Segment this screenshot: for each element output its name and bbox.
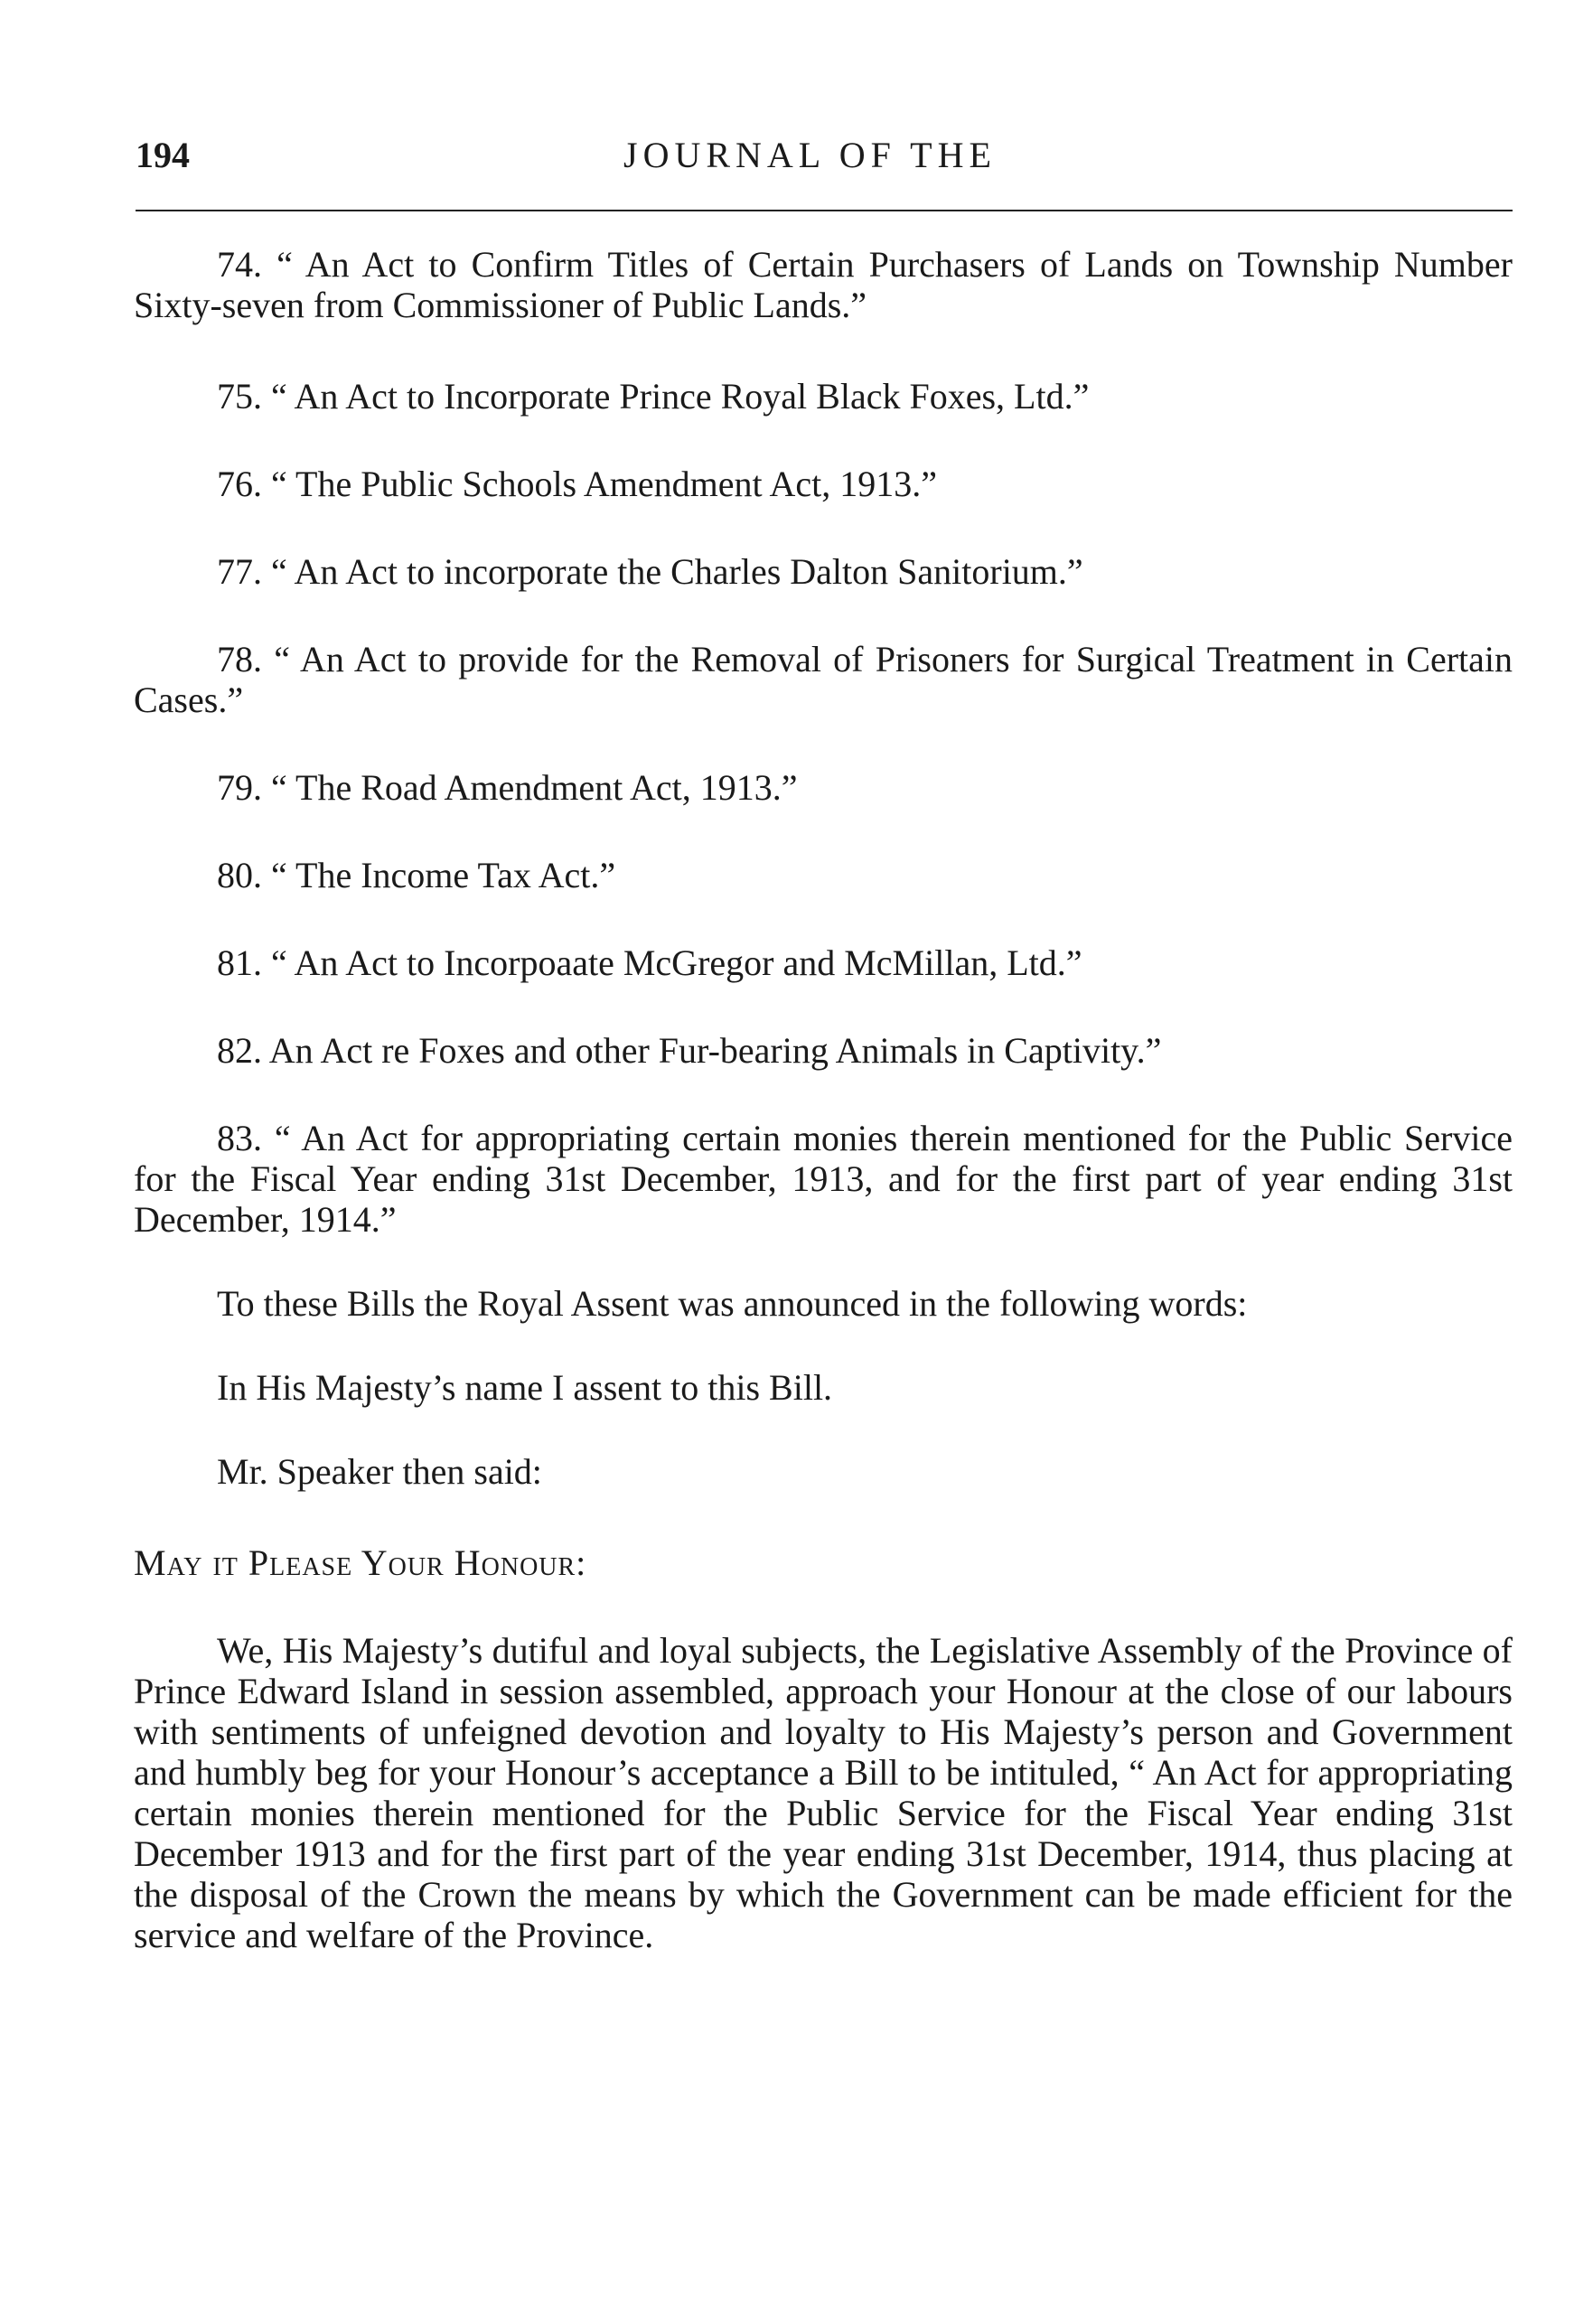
- page-header: [136, 134, 1509, 188]
- header-rule: [136, 210, 1513, 211]
- bill-entry-78: 78. “ An Act to provide for the Removal of Prisoners for Surgical Treatment in Certain Cases.”: [134, 639, 1513, 720]
- bill-entry-74: 74. “ An Act to Confirm Titles of Certain Purchasers of Lands on Township Number Sixty-seven from Commissioner of Public Lands.”: [134, 244, 1513, 325]
- bill-entry-79: 79. “ The Road Amendment Act, 1913.”: [217, 767, 798, 808]
- bill-entry-82: 82. An Act re Foxes and other Fur-bearing Animals in Captivity.”: [217, 1030, 1162, 1071]
- royal-assent-words: In His Majesty’s name I assent to this Bill.: [217, 1367, 833, 1408]
- speaker-intro: Mr. Speaker then said:: [217, 1451, 542, 1492]
- bill-entry-80: 80. “ The Income Tax Act.”: [217, 855, 616, 895]
- address-heading: May it Please Your Honour:: [134, 1542, 587, 1583]
- page-body: [134, 244, 1513, 1955]
- running-head: JOURNAL OF THE: [623, 135, 997, 175]
- bill-entry-77: 77. “ An Act to incorporate the Charles Dalton Sanitorium.”: [217, 551, 1083, 592]
- page-number: 194: [136, 135, 190, 175]
- bill-entry-76: 76. “ The Public Schools Amendment Act, 1913.”: [217, 464, 937, 504]
- royal-assent-intro: To these Bills the Royal Assent was announced in the following words:: [217, 1283, 1248, 1324]
- bill-entry-81: 81. “ An Act to Incorpoaate McGregor and McMillan, Ltd.”: [217, 942, 1082, 983]
- address-body: We, His Majesty’s dutiful and loyal subjects, the Legislative Assembly of the Province of Prince Edward Island in session assembled, approach your Honour at the close of our labours with sentiments of unfeigned devotion and loyalty to His Majesty’s person and Government and humbly beg for your Honour’s acceptance a Bill to be intituled, “ An Act for appropriating certain monies therein mentioned for the Public Service for the Fiscal Year ending 31st December 1913 and for the first part of the year ending 31st December, 1914, thus placing at the disposal of the Crown the means by which the Government can be made efficient for the service and welfare of the Province.: [134, 1630, 1513, 1955]
- bill-entry-83: 83. “ An Act for appropriating certain monies therein mentioned for the Public Service for the Fiscal Year ending 31st December, 1913, and for the first part of year ending 31st December, 1914.”: [134, 1118, 1513, 1240]
- bill-entry-75: 75. “ An Act to Incorporate Prince Royal Black Foxes, Ltd.”: [217, 376, 1090, 417]
